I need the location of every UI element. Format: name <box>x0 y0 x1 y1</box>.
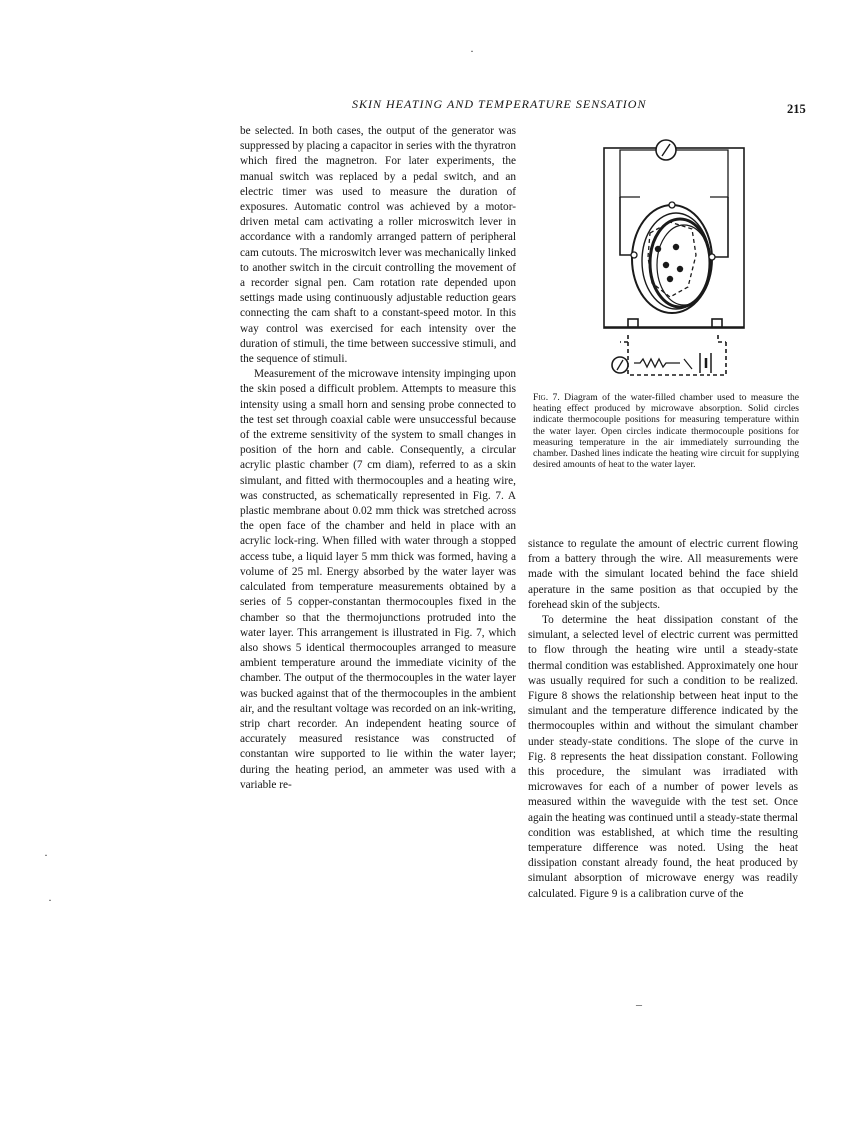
page-number: 215 <box>787 102 806 116</box>
scan-mark: · <box>44 848 48 862</box>
paragraph: sistance to regulate the amount of electric current flowing from a battery through the wire. All measurements were made with the simulant located behind the face shield aperature in the same position as that occupied by the forehead skin of the subjects. <box>528 538 798 611</box>
scan-mark: · <box>48 893 52 907</box>
right-column <box>528 537 798 902</box>
left-column <box>240 124 516 793</box>
scan-mark: · <box>470 44 474 58</box>
running-head: SKIN HEATING AND TEMPERATURE SENSATION <box>352 97 647 111</box>
scan-mark: – <box>636 997 642 1011</box>
caption-label: Fig. 7. <box>533 392 560 403</box>
caption-text: Diagram of the water-filled chamber used to measure the heating effect produced by microwave absorption. Solid circles indicate thermocouple positions for measuring temperature within the water layer. Open circles indicate thermocouple positions for measuring temperature in the air immediately surrounding the chamber. Dashed lines indicate the heating wire circuit for supplying desired amounts of heat to the water layer. <box>533 392 800 471</box>
paragraph: Measurement of the microwave intensity impinging upon the skin posed a difficult problem. Attempts to measure this intensity using a small horn and sensing probe connected to the test set through coaxial cable were unsuccessful because of the extreme sensitivity of the system to small changes in position of the horn and cable. Consequently, a circular acrylic plastic chamber (7 cm diam), referred to as a skin simulant, and fitted with thermocouples and a heating wire, was constructed, as schematically represented in Fig. 7. A plastic membrane about 0.02 mm thick was stretched across the open face of the chamber and held in place with an acrylic lock-ring. When filled with water through a stopped access tube, a liquid layer 5 mm thick was formed, having a volume of 25 ml. Energy absorbed by the water layer was calculated from temperature measurements obtained by a series of 5 copper-constantan thermocouples fixed in the chamber so that the thermojunctions protruded into the water layer. This arrangement is illustrated in Fig. 7, which also shows 5 identical thermocouples arranged to measure ambient temperature around the immediate vicinity of the chamber. The output of the thermocouples in the water layer was bucked against that of the thermocouples in the ambient air, and the resultant voltage was recorded on an ink-writing, strip chart recorder. An independent heating source of accurately measured resistance was constructed of constantan wire supported to lie within the water layer; during the heating period, an ammeter was used with a variable re- <box>240 368 516 791</box>
frame-outline <box>604 148 744 328</box>
variable-resistor <box>634 359 680 367</box>
figure-7-diagram <box>600 137 748 387</box>
figure-7-caption <box>533 392 799 470</box>
thermocouples-water <box>655 244 683 282</box>
paragraph: To determine the heat dissipation constant of the simulant, a selected level of electric current was permitted to flow through the heating wire until a steady-state thermal condition was established. Approximately one hour was usually required for such a condition to be realized. Figure 8 shows the relationship between heat input to the simulant and the temperature difference indicated by the thermocouples within and without the simulant chamber under steady-state conditions. The slope of the curve in Fig. 8 represents the heat dissipation constant. Following this procedure, the simulant was irradiated with microwaves for each of a number of power levels as measured within the waveguide with the test set. Once again the heating was continued until a steady-state thermal condition was established, at which time the resulting temperature difference was noted. Using the heat dissipation constant already found, the heat produced by simulant absorption of microwave energy was readily calculated. Figure 9 is a calibration curve of the <box>528 614 798 900</box>
paragraph: be selected. In both cases, the output of the generator was suppressed by placing a capacitor in series with the thyratron which fired the magnetron. For later experiments, the manual switch was replaced by a pedal switch, and an electric timer was used to measure the duration of exposures. Automatic control was achieved by a motor-driven metal cam activating a roller microswitch lever in accordance with a randomly arranged pattern of peripheral cam cutouts. The microswitch lever was mechanically linked to another switch in the circuit controlling the movement of a recorder signal pen. Cam rotation rate depended upon settings made using continuously adjustable reduction gears connecting the cam shaft to a constant-speed motor. In this way control was exercised for each intensity over the duration of stimuli, the time between successive stimuli, and the sequence of stimuli. <box>240 125 516 366</box>
